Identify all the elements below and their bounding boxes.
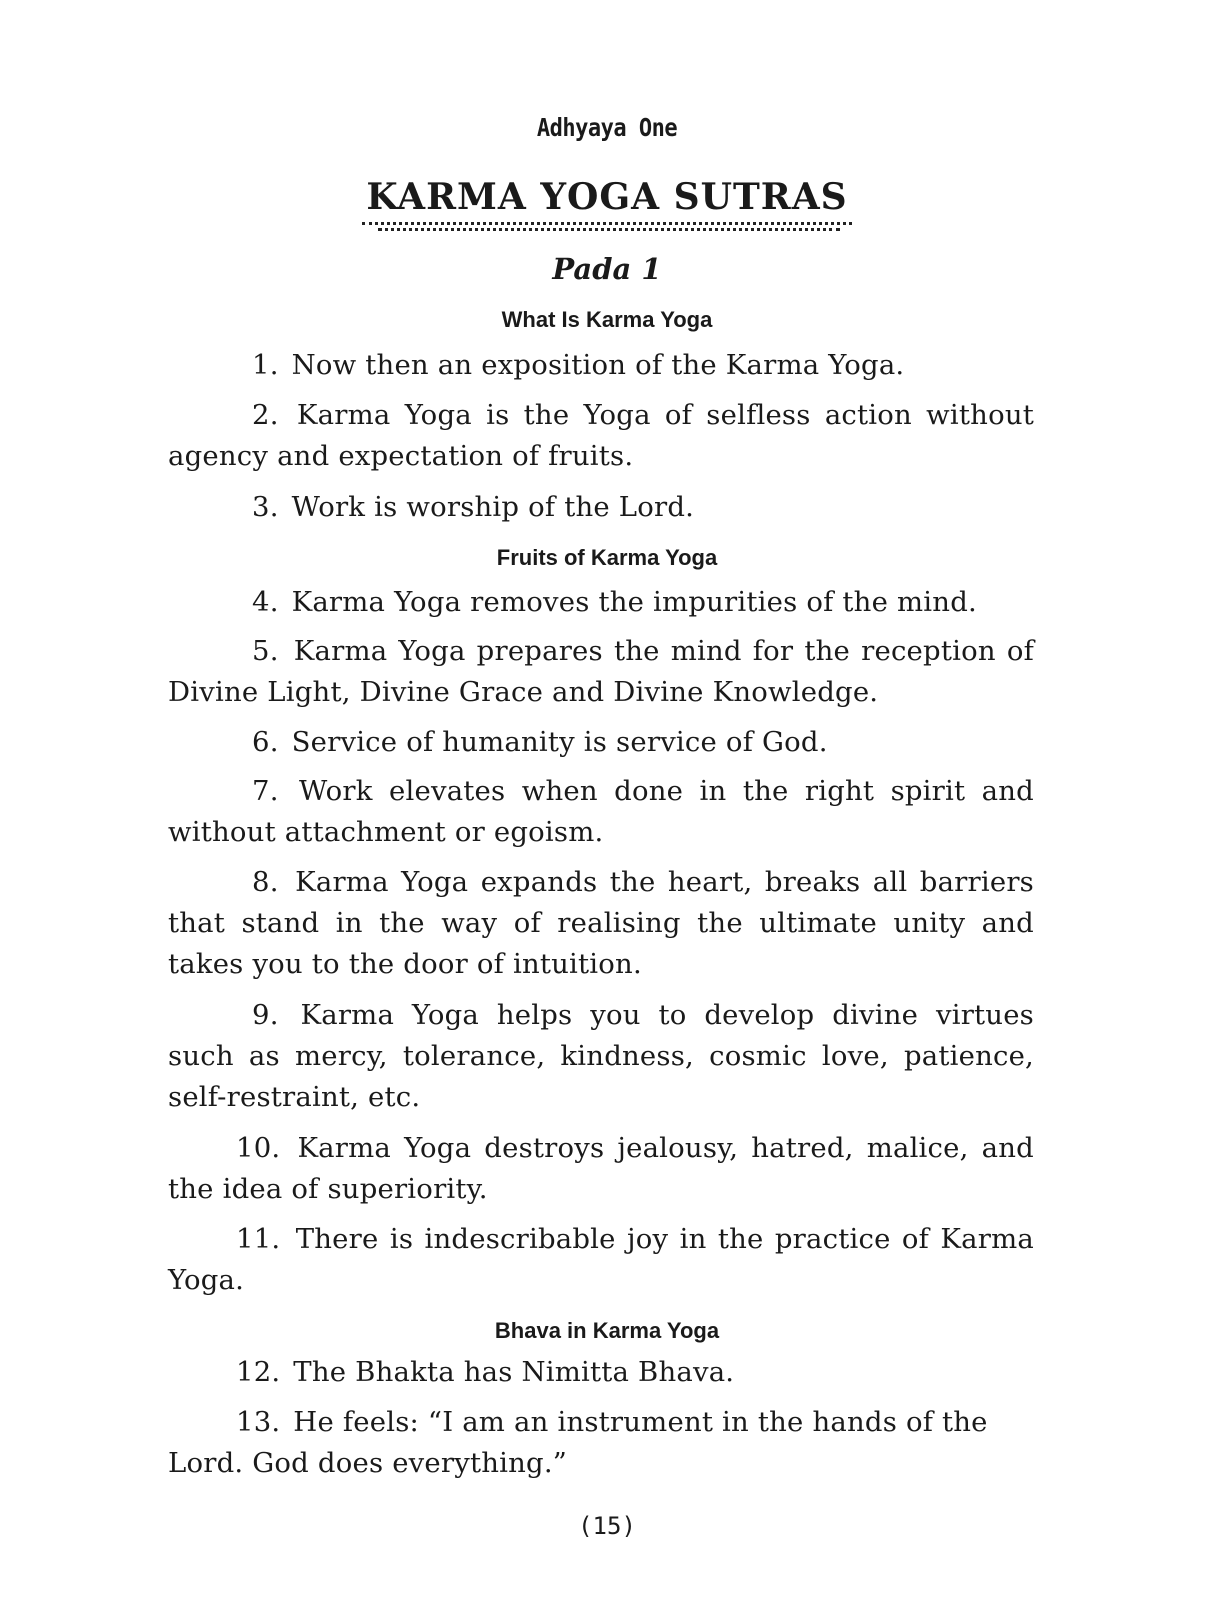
sutra-number: 2. <box>252 399 279 431</box>
sutra <box>168 722 1034 763</box>
sutra-number: 13. <box>236 1406 281 1438</box>
sutra <box>168 1352 1034 1393</box>
sutra <box>168 862 1034 985</box>
sutra-number: 11. <box>236 1223 281 1255</box>
sutra-number: 6. <box>252 726 279 758</box>
chapter-title-wrap <box>0 176 1214 225</box>
section-heading: What Is Karma Yoga <box>501 307 713 332</box>
sutra-text: Karma Yoga helps you to develop divine virtues such as mercy, tolerance, kindness, cosmic love, patience, self-restraint, etc. <box>168 999 1034 1113</box>
section-heading: Bhava in Karma Yoga <box>494 1318 720 1343</box>
sutra-number: 1. <box>252 349 279 381</box>
sutra <box>168 631 1034 713</box>
sutra-text: The Bhakta has Nimitta Bhava. <box>293 1356 735 1388</box>
sutra-number: 7. <box>252 775 279 807</box>
title-underline <box>378 228 840 231</box>
pada-heading: Pada 1 <box>552 252 662 286</box>
sutra-text: Work elevates when done in the right spirit and without attachment or egoism. <box>168 775 1034 848</box>
sutra-text: Work is worship of the Lord. <box>291 491 695 523</box>
sutra-text: Service of humanity is service of God. <box>291 726 828 758</box>
sutra-number: 4. <box>252 586 279 618</box>
sutra <box>168 487 1034 528</box>
sutra-text: Now then an exposition of the Karma Yoga. <box>291 349 905 381</box>
sutra-number: 8. <box>252 866 279 898</box>
sutra-text: Karma Yoga prepares the mind for the reception of Divine Light, Divine Grace and Divine Knowledge. <box>168 635 1034 708</box>
sutra <box>168 771 1034 853</box>
sutra-text: Karma Yoga destroys jealousy, hatred, malice, and the idea of superiority. <box>168 1132 1034 1205</box>
sutra-number: 5. <box>252 635 279 667</box>
sutra-text: He feels: “I am an instrument in the hands of the Lord. God does everything.” <box>168 1406 988 1479</box>
sutra <box>168 345 1034 386</box>
chapter-label: Adhyaya One <box>536 114 678 143</box>
sutra-text: Karma Yoga is the Yoga of selfless action without agency and expectation of fruits. <box>168 399 1034 472</box>
sutra <box>168 1128 1034 1210</box>
sutra-number: 10. <box>236 1132 281 1164</box>
sutra-text: There is indescribable joy in the practice of Karma Yoga. <box>168 1223 1034 1296</box>
sutra-number: 3. <box>252 491 279 523</box>
page-number: (15) <box>578 1512 636 1540</box>
sutra-number: 9. <box>252 999 279 1031</box>
sutra <box>168 1402 1034 1484</box>
sutra-text: Karma Yoga expands the heart, breaks all barriers that stand in the way of realising the ultimate unity and takes you to the door of intuition. <box>168 866 1034 980</box>
sutra-text: Karma Yoga removes the impurities of the mind. <box>291 586 977 618</box>
sutra <box>168 395 1034 477</box>
sutra <box>168 1219 1034 1301</box>
chapter-title: KARMA YOGA SUTRAS <box>362 176 851 225</box>
section-heading: Fruits of Karma Yoga <box>496 545 718 570</box>
sutra-number: 12. <box>236 1356 281 1388</box>
sutra <box>168 582 1034 623</box>
sutra <box>168 995 1034 1118</box>
